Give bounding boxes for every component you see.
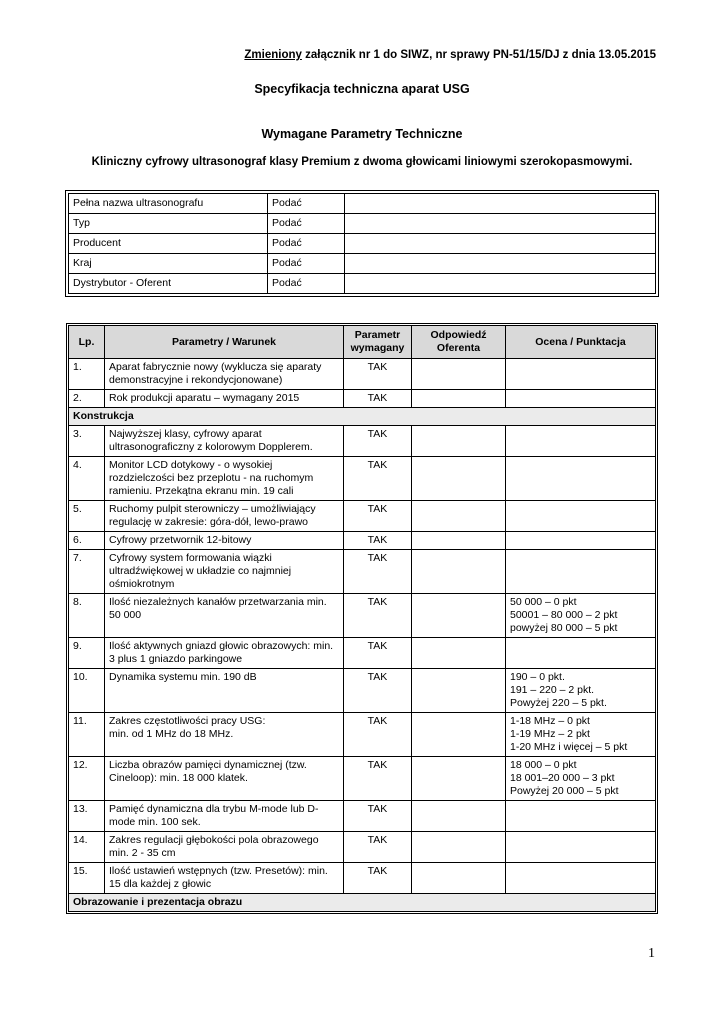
offer-answer-cell[interactable] xyxy=(412,390,506,408)
row-number: 5. xyxy=(69,501,105,532)
row-number: 1. xyxy=(69,359,105,390)
offer-answer-cell[interactable] xyxy=(412,713,506,757)
parameter-description: Zakres regulacji głębokości pola obrazowego min. 2 - 35 cm xyxy=(105,832,344,863)
info-label: Producent xyxy=(69,234,268,254)
score-criteria xyxy=(506,501,656,532)
info-row xyxy=(69,214,656,234)
required-value: TAK xyxy=(344,863,412,894)
score-criteria xyxy=(506,426,656,457)
offer-answer-cell[interactable] xyxy=(412,359,506,390)
info-value-prompt: Podać xyxy=(268,214,345,234)
score-criteria: 1-18 MHz – 0 pkt 1-19 MHz – 2 pkt 1-20 MHz i więcej – 5 pkt xyxy=(506,713,656,757)
info-value-prompt: Podać xyxy=(268,274,345,294)
table-row xyxy=(69,390,656,408)
table-row xyxy=(69,832,656,863)
info-value-prompt: Podać xyxy=(268,234,345,254)
info-label: Dystrybutor - Oferent xyxy=(69,274,268,294)
reference-text: załącznik nr 1 do SIWZ, nr sprawy PN-51/15/DJ z dnia 13.05.2015 xyxy=(301,49,656,61)
row-number: 3. xyxy=(69,426,105,457)
section-title: Obrazowanie i prezentacja obrazu xyxy=(69,894,656,912)
changed-label: Zmieniony xyxy=(244,49,302,61)
device-description: Kliniczny cyfrowy ultrasonograf klasy Premium z dwoma głowicami liniowymi szerokopasmowymi. xyxy=(91,156,633,168)
page-number: 1 xyxy=(648,946,655,961)
score-criteria xyxy=(506,390,656,408)
parameter-description: Pamięć dynamiczna dla trybu M-mode lub D-mode min. 100 sek. xyxy=(105,801,344,832)
required-value: TAK xyxy=(344,426,412,457)
row-number: 9. xyxy=(69,638,105,669)
header-param: Parametry / Warunek xyxy=(105,326,344,359)
info-row xyxy=(69,274,656,294)
header-score: Ocena / Punktacja xyxy=(506,326,656,359)
section-row xyxy=(69,408,656,426)
row-number: 12. xyxy=(69,757,105,801)
required-value: TAK xyxy=(344,669,412,713)
score-criteria xyxy=(506,550,656,594)
section-title: Konstrukcja xyxy=(69,408,656,426)
header-required: Parametr wymagany xyxy=(344,326,412,359)
row-number: 14. xyxy=(69,832,105,863)
info-answer-cell[interactable] xyxy=(345,194,656,214)
row-number: 4. xyxy=(69,457,105,501)
info-answer-cell[interactable] xyxy=(345,254,656,274)
table-row xyxy=(69,669,656,713)
table-row xyxy=(69,638,656,669)
score-criteria xyxy=(506,359,656,390)
offer-answer-cell[interactable] xyxy=(412,594,506,638)
table-row xyxy=(69,594,656,638)
offer-answer-cell[interactable] xyxy=(412,501,506,532)
info-row xyxy=(69,234,656,254)
required-value: TAK xyxy=(344,832,412,863)
header-lp: Lp. xyxy=(69,326,105,359)
required-value: TAK xyxy=(344,801,412,832)
parameter-description: Aparat fabrycznie nowy (wyklucza się aparaty demonstracyjne i rekondycjonowane) xyxy=(105,359,344,390)
required-value: TAK xyxy=(344,532,412,550)
required-value: TAK xyxy=(344,359,412,390)
score-criteria: 50 000 – 0 pkt 50001 – 80 000 – 2 pkt powyżej 80 000 – 5 pkt xyxy=(506,594,656,638)
parameter-description: Najwyższej klasy, cyfrowy aparat ultrasonograficzny z kolorowym Dopplerem. xyxy=(105,426,344,457)
info-answer-cell[interactable] xyxy=(345,214,656,234)
score-criteria xyxy=(506,801,656,832)
score-criteria: 18 000 – 0 pkt 18 001–20 000 – 3 pkt Powyżej 20 000 – 5 pkt xyxy=(506,757,656,801)
table-row xyxy=(69,863,656,894)
parameter-description: Rok produkcji aparatu – wymagany 2015 xyxy=(105,390,344,408)
row-number: 6. xyxy=(69,532,105,550)
parameter-description: Zakres częstotliwości pracy USG: min. od 1 MHz do 18 MHz. xyxy=(105,713,344,757)
table-row xyxy=(69,757,656,801)
table-row xyxy=(69,359,656,390)
parameter-description: Liczba obrazów pamięci dynamicznej (tzw. Cineloop): min. 18 000 klatek. xyxy=(105,757,344,801)
table-row xyxy=(69,501,656,532)
parameter-description: Ruchomy pulpit sterowniczy – umożliwiający regulację w zakresie: góra-dół, lewo-prawo xyxy=(105,501,344,532)
info-row xyxy=(69,254,656,274)
row-number: 2. xyxy=(69,390,105,408)
document-reference-note xyxy=(0,49,656,61)
offer-answer-cell[interactable] xyxy=(412,669,506,713)
header-answer: Odpowiedź Oferenta xyxy=(412,326,506,359)
info-answer-cell[interactable] xyxy=(345,274,656,294)
required-value: TAK xyxy=(344,457,412,501)
parameter-description: Ilość ustawień wstępnych (tzw. Presetów): min. 15 dla każdej z głowic xyxy=(105,863,344,894)
offer-answer-cell[interactable] xyxy=(412,550,506,594)
row-number: 7. xyxy=(69,550,105,594)
parameter-description: Monitor LCD dotykowy - o wysokiej rozdzielczości bez przeplotu - na ruchomym ramieniu. Przekątna ekranu min. 19 cali xyxy=(105,457,344,501)
spec-header-row xyxy=(69,326,656,359)
required-value: TAK xyxy=(344,501,412,532)
document-title: Specyfikacja techniczna aparat USG xyxy=(254,82,470,96)
info-value-prompt: Podać xyxy=(268,194,345,214)
offer-answer-cell[interactable] xyxy=(412,638,506,669)
table-row xyxy=(69,426,656,457)
document-subtitle: Wymagane Parametry Techniczne xyxy=(261,127,463,141)
info-answer-cell[interactable] xyxy=(345,234,656,254)
info-label: Typ xyxy=(69,214,268,234)
parameter-description: Cyfrowy przetwornik 12-bitowy xyxy=(105,532,344,550)
required-value: TAK xyxy=(344,638,412,669)
parameter-description: Dynamika systemu min. 190 dB xyxy=(105,669,344,713)
spec-table xyxy=(68,325,656,912)
required-value: TAK xyxy=(344,594,412,638)
info-table xyxy=(68,193,656,294)
info-label: Kraj xyxy=(69,254,268,274)
row-number: 15. xyxy=(69,863,105,894)
required-value: TAK xyxy=(344,757,412,801)
offer-answer-cell[interactable] xyxy=(412,532,506,550)
table-row xyxy=(69,713,656,757)
score-criteria xyxy=(506,832,656,863)
required-value: TAK xyxy=(344,550,412,594)
table-row xyxy=(69,801,656,832)
info-value-prompt: Podać xyxy=(268,254,345,274)
parameter-description: Ilość niezależnych kanałów przetwarzania min. 50 000 xyxy=(105,594,344,638)
required-value: TAK xyxy=(344,390,412,408)
table-row xyxy=(69,532,656,550)
info-label: Pełna nazwa ultrasonografu xyxy=(69,194,268,214)
score-criteria xyxy=(506,863,656,894)
score-criteria: 190 – 0 pkt. 191 – 220 – 2 pkt. Powyżej 220 – 5 pkt. xyxy=(506,669,656,713)
info-row xyxy=(69,194,656,214)
offer-answer-cell[interactable] xyxy=(412,801,506,832)
section-row xyxy=(69,894,656,912)
row-number: 10. xyxy=(69,669,105,713)
table-row xyxy=(69,457,656,501)
offer-answer-cell[interactable] xyxy=(412,863,506,894)
score-criteria xyxy=(506,532,656,550)
row-number: 8. xyxy=(69,594,105,638)
offer-answer-cell[interactable] xyxy=(412,832,506,863)
offer-answer-cell[interactable] xyxy=(412,757,506,801)
required-value: TAK xyxy=(344,713,412,757)
table-row xyxy=(69,550,656,594)
score-criteria xyxy=(506,457,656,501)
row-number: 13. xyxy=(69,801,105,832)
score-criteria xyxy=(506,638,656,669)
offer-answer-cell[interactable] xyxy=(412,457,506,501)
parameter-description: Cyfrowy system formowania wiązki ultradźwiękowej w układzie co najmniej ośmiokrotnym xyxy=(105,550,344,594)
parameter-description: Ilość aktywnych gniazd głowic obrazowych: min. 3 plus 1 gniazdo parkingowe xyxy=(105,638,344,669)
offer-answer-cell[interactable] xyxy=(412,426,506,457)
row-number: 11. xyxy=(69,713,105,757)
